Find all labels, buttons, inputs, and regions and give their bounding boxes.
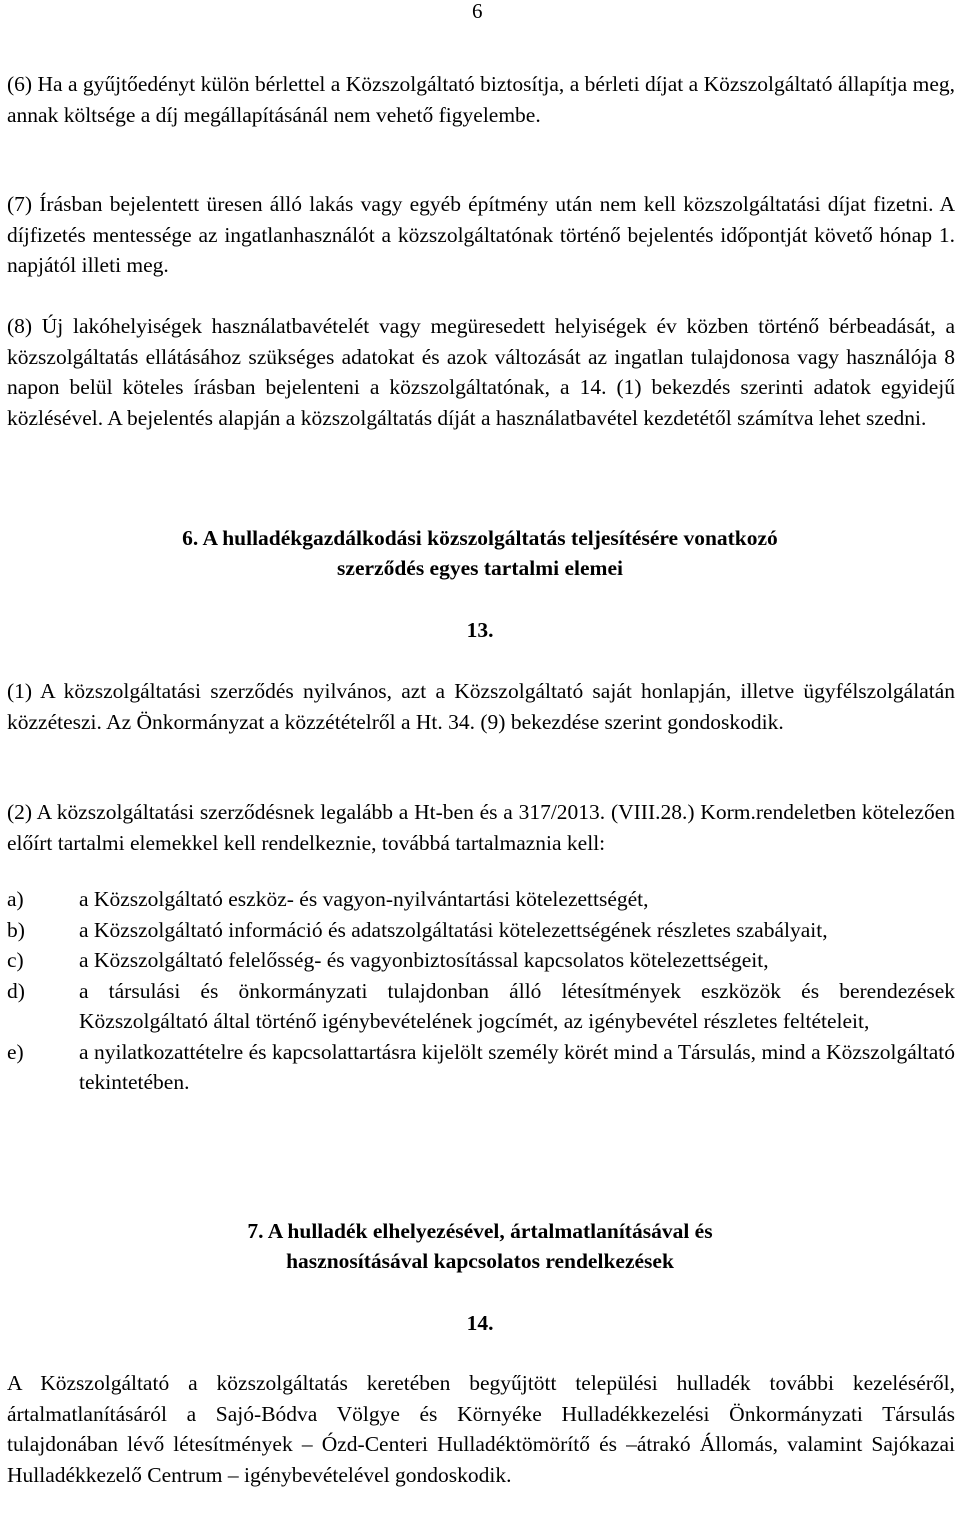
- list-item-mark: a): [7, 887, 24, 911]
- section-13-paragraph-2-text: (2) A közszolgáltatási szerződésnek legalább a Ht-ben és a 317/2013. (VIII.28.) Korm.rendeletben kötelezően előírt tartalmi elemekkel kell rendelkeznie, továbbá tartalmaznia kell:: [7, 800, 955, 855]
- section-14-paragraph: [7, 1368, 955, 1490]
- list-item-text: a Közszolgáltató információ és adatszolgáltatási kötelezettségének részletes szabályait,: [79, 917, 828, 942]
- list-item: [7, 945, 955, 976]
- list-item-text: a Közszolgáltató felelősség- és vagyonbiztosítással kapcsolatos kötelezettségeit,: [79, 948, 769, 972]
- paragraph-6-text: (6) Ha a gyűjtőedényt külön bérlettel a Közszolgáltató biztosítja, a bérleti díjat a Közszolgáltató állapítja meg, annak költsége a díj megállapításánál nem vehető figyelembe.: [7, 72, 955, 127]
- list-item-mark: d): [7, 978, 25, 1003]
- paragraph-7: [7, 189, 955, 281]
- list-item-mark: c): [7, 948, 24, 972]
- list-item-text: a Közszolgáltató eszköz- és vagyon-nyilvántartási kötelezettségét,: [79, 887, 649, 911]
- paragraph-7-text: (7) Írásban bejelentett üresen álló lakás vagy egyéb építmény után nem kell közszolgáltatási díjat fizetni. A díjfizetés mentessége az ingatlanhasználót a közszolgáltatónak történő bejelentés időpontját követő hónap 1. napjától illeti meg.: [7, 192, 955, 277]
- section-14-paragraph-text: A Közszolgáltató a közszolgáltatás keretében begyűjtött települési hulladék további kezeléséről, ártalmatlanításáról a Sajó-Bódva Völgye és Környéke Hulladékkezelési Önkormányzati Társulás tulajdonában lévő létesítmények – Ózd-Centeri Hulladéktömörítő és –átrakó Állomás, valamint Sajókazai Hulladékkezelő Centrum – igénybevételével gondoskodik.: [7, 1371, 955, 1487]
- section-13-title: 13.: [466, 618, 494, 642]
- list-item: [7, 1037, 955, 1098]
- section-6-heading-line1: 6. A hulladékgazdálkodási közszolgáltatás teljesítésére vonatkozó: [182, 526, 778, 550]
- page-number: 6: [472, 0, 483, 23]
- list-item-mark: b): [7, 917, 25, 942]
- paragraph-6: [7, 69, 955, 130]
- section-13-paragraph-2: [7, 797, 955, 858]
- content-list: [7, 884, 955, 1098]
- list-item: [7, 884, 955, 915]
- section-6-heading-line2: szerződés egyes tartalmi elemei: [337, 556, 623, 580]
- list-item: [7, 976, 955, 1037]
- section-7-heading-line1: 7. A hulladék elhelyezésével, ártalmatlanításával és: [247, 1219, 713, 1243]
- section-13-paragraph-1: [7, 676, 955, 737]
- list-item-mark: e): [7, 1039, 24, 1064]
- list-item-text: a társulási és önkormányzati tulajdonban álló létesítmények eszközök és berendezések Közszolgáltató által történő igénybevételének jogcímét, az igénybevétel részletes feltételeit,: [79, 978, 955, 1033]
- paragraph-8: [7, 311, 955, 433]
- list-item-text: a nyilatkozattételre és kapcsolattartásra kijelölt személy körét mind a Társulás, mind a Közszolgáltató tekintetében.: [79, 1039, 955, 1094]
- section-14-title: 14.: [466, 1311, 494, 1335]
- section-13-paragraph-1-text: (1) A közszolgáltatási szerződés nyilvános, azt a Közszolgáltató saját honlapján, illetve ügyfélszolgálatán közzéteszi. Az Önkormányzat a közzétételről a Ht. 34. (9) bekezdése szerint gondoskodik.: [7, 679, 955, 734]
- section-7-heading-line2: hasznosításával kapcsolatos rendelkezések: [286, 1249, 674, 1273]
- list-item: [7, 915, 955, 946]
- paragraph-8-text: (8) Új lakóhelyiségek használatbavételét vagy megüresedett helyiségek év közben történő bérbeadását, a közszolgáltatás ellátásához szükséges adatokat és azok változását az ingatlan tulajdonosa vagy használója 8 napon belül köteles írásban bejelenteni a közszolgáltatónak, a 14. (1) bekezdés szerinti adatok egyidejű közlésével. A bejelentés alapján a közszolgáltatás díját a használatbavétel kezdetétől számítva lehet szedni.: [7, 314, 955, 430]
